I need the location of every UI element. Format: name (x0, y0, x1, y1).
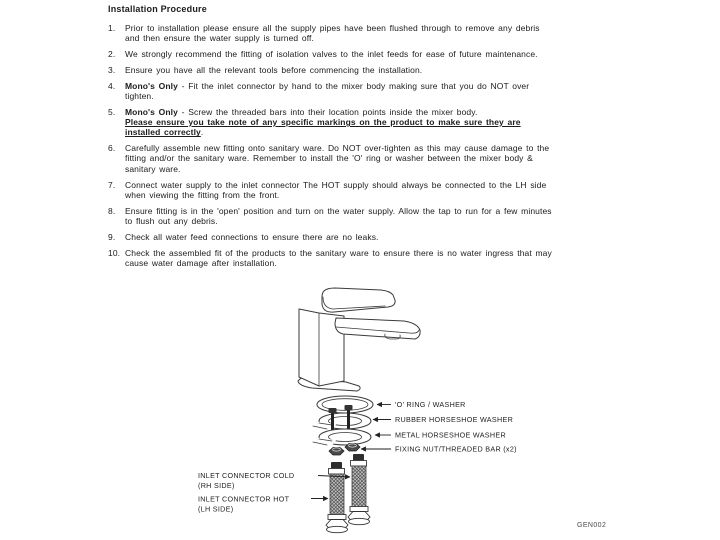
procedure-step-4 (108, 81, 552, 102)
procedure-step-8 (108, 206, 552, 227)
tap-assembly-diagram (180, 285, 540, 537)
inlet-cold-side-label: (RH SIDE) (198, 481, 235, 490)
step-number: 7. (108, 179, 116, 190)
step-number: 4. (108, 80, 116, 91)
inlet-hot-side-label: (LH SIDE) (198, 504, 234, 514)
procedure-step-5 (108, 107, 552, 138)
procedure-content (108, 4, 552, 274)
procedure-step-6 (108, 143, 552, 174)
procedure-list (108, 23, 552, 268)
step-emphasis-text: Please ensure you take note of any specific markings on the product to make sure they are installed correctly (125, 117, 521, 138)
step-text (125, 107, 521, 138)
step-text-rest: - Fit the inlet connector by hand to the mixer body making sure that you do NOT over tighten. (125, 80, 530, 101)
step-text: Check all water feed connections to ensure there are no leaks. (125, 231, 379, 242)
procedure-step-3 (108, 65, 552, 75)
step-text-suffix: . (200, 127, 204, 138)
step-number: 9. (108, 231, 116, 242)
inlet-hot-label: INLET CONNECTOR HOT (198, 494, 290, 504)
step-number: 2. (108, 49, 116, 60)
step-number: 10. (108, 247, 121, 258)
step-bold-prefix: Mono's Only (125, 106, 178, 117)
step-number: 1. (108, 23, 116, 33)
step-text: Check the assembled fit of the products to the sanitary ware to ensure there is no water ingress that may cause water damage after installation. (125, 247, 552, 268)
step-number: 6. (108, 143, 116, 154)
inlet-cold-label: INLET CONNECTOR COLD (198, 471, 295, 480)
tap-illustration (298, 288, 420, 391)
step-text-rest: - Screw the threaded bars into their location points inside the mixer body. (177, 106, 478, 117)
fixing-nut-label: FIXING NUT/THREADED BAR (x2) (395, 444, 517, 454)
o-ring-drawing (317, 396, 373, 413)
step-number: 8. (108, 205, 116, 216)
step-text: Ensure fitting is in the 'open' position and turn on the water supply. Allow the tap to run for a few minutes to flush out any debris. (125, 205, 552, 226)
hose-right-drawing (348, 454, 370, 525)
procedure-step-10 (108, 248, 552, 269)
page-title: Installation Procedure (108, 4, 207, 14)
metal-washer-label: METAL HORSESHOE WASHER (395, 430, 506, 440)
o-ring-label: 'O' RING / WASHER (395, 400, 466, 409)
step-text: Carefully assemble new fitting onto sanitary ware. Do NOT over-tighten as this may cause damage to the fitting and/or the sanitary ware. Remember to install the 'O' ring or washer between the mixer body & sanitary ware. (125, 143, 550, 174)
procedure-step-9 (108, 232, 552, 242)
step-text: We strongly recommend the fitting of isolation valves to the inlet feeds for ease of future maintenance. (125, 49, 538, 60)
step-text: Connect water supply to the inlet connector The HOT supply should always be connected to the LH side when viewing the fitting from the front. (125, 179, 547, 200)
step-number: 5. (108, 106, 116, 117)
procedure-step-7 (108, 180, 552, 201)
step-text: Prior to installation please ensure all the supply pipes have been flushed through to remove any debris and then ensure the water supply is turned off. (125, 23, 540, 44)
procedure-step-2 (108, 49, 552, 59)
rubber-washer-label: RUBBER HORSESHOE WASHER (395, 415, 514, 424)
step-bold-prefix: Mono's Only (125, 80, 178, 91)
hose-left-drawing (326, 462, 348, 533)
procedure-step-1 (108, 23, 552, 44)
document-code: GEN002 (577, 522, 607, 529)
metal-horseshoe-washer-drawing (309, 429, 371, 448)
step-text: Ensure you have all the relevant tools before commencing the installation. (125, 64, 423, 75)
step-number: 3. (108, 64, 116, 75)
step-text (125, 81, 529, 101)
